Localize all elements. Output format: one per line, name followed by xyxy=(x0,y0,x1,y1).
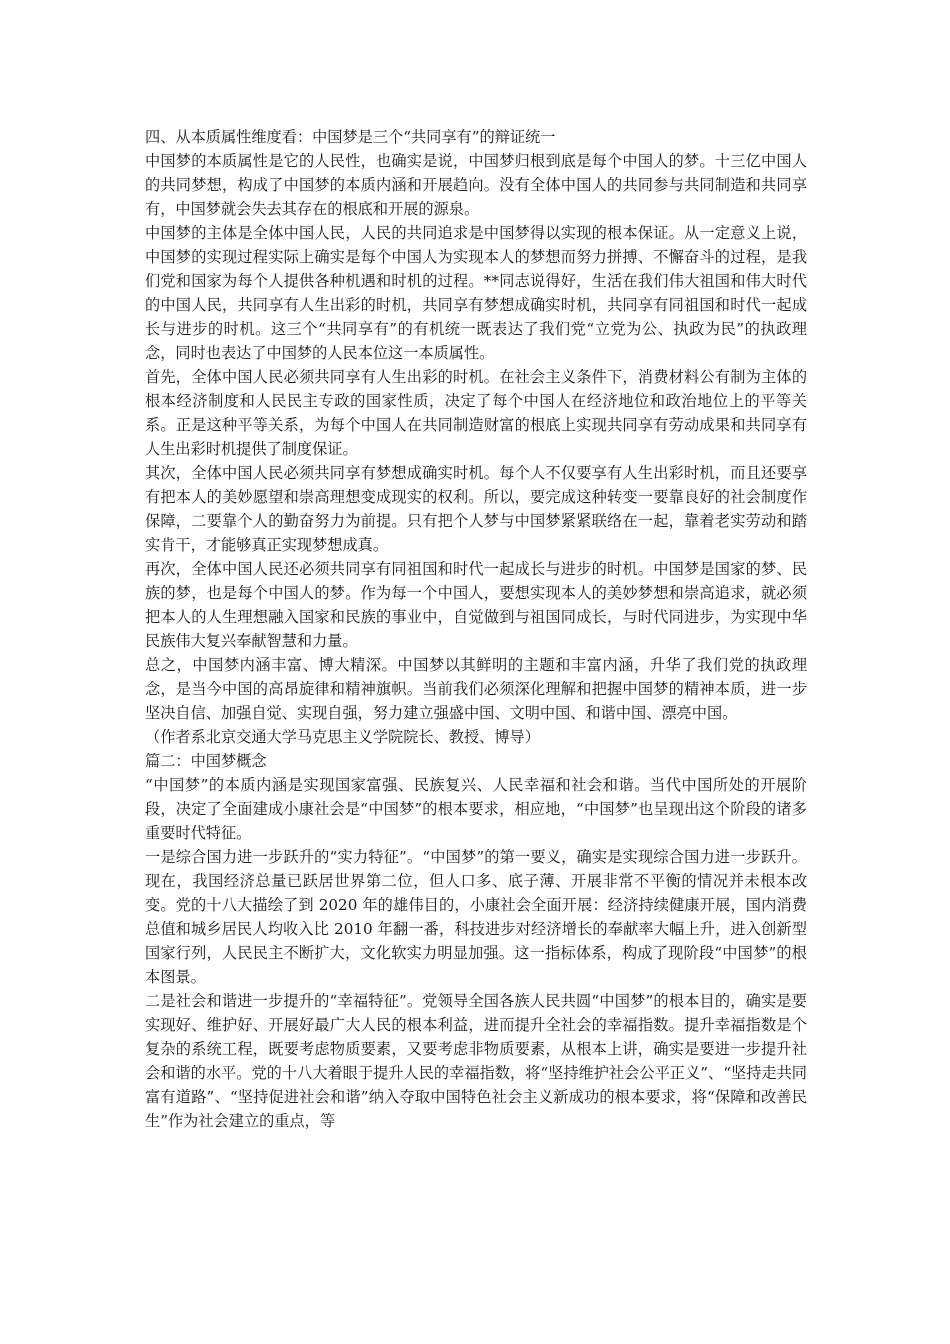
paragraph: 总之，中国梦内涵丰富、博大精深。中国梦以其鲜明的主题和丰富内涵，升华了我们党的执政理念，是当今中国的高昂旋律和精神旗帜。当前我们必须深化理解和把握中国梦的精神本质，进一步坚决自信、加强自觉、实现自强，努力建立强盛中国、文明中国、和谐中国、漂亮中国。 xyxy=(145,656,807,722)
document-body xyxy=(145,125,807,1133)
paragraph: 一是综合国力进一步跃升的“实力特征”。“中国梦”的第一要义，确实是实现综合国力进一步跃升。现在，我国经济总量已跃居世界第二位，但人口多、底子薄、开展非常不平衡的情况并未根本改变。党的十八大描绘了到 2020 年的雄伟目的，小康社会全面开展：经济持续健康开展，国内消费总值和城乡居民人均收入比 2010 年翻一番，科技进步对经济增长的奉献率大幅上升，进入创新型国家行列，人民民主不断扩大，文化软实力明显加强。这一指标体系，构成了现阶段“中国梦”的根本图景。 xyxy=(145,848,807,986)
paragraph: 其次，全体中国人民必须共同享有梦想成确实时机。每个人不仅要享有人生出彩时机，而且还要享有把本人的美妙愿望和崇高理想变成现实的权利。所以，要完成这种转变一要靠良好的社会制度作保障，二要靠个人的勤奋努力为前提。只有把个人梦与中国梦紧紧联络在一起，靠着老实劳动和踏实肯干，才能够真正实现梦想成真。 xyxy=(145,464,807,554)
section-heading: 篇二：中国梦概念 xyxy=(145,752,267,770)
paragraph: 中国梦的本质属性是它的人民性，也确实是说，中国梦归根到底是每个中国人的梦。十三亿中国人的共同梦想，构成了中国梦的本质内涵和开展趋向。没有全体中国人的共同参与共同制造和共同享有，中国梦就会失去其存在的根底和开展的源泉。 xyxy=(145,152,807,218)
author-note: （作者系北京交通大学马克思主义学院院长、教授、博导） xyxy=(145,728,540,746)
paragraph: “中国梦”的本质内涵是实现国家富强、民族复兴、人民幸福和社会和谐。当代中国所处的开展阶段，决定了全面建成小康社会是“中国梦”的根本要求，相应地，“中国梦”也呈现出这个阶段的诸多重要时代特征。 xyxy=(145,776,807,842)
paragraph: 再次，全体中国人民还必须共同享有同祖国和时代一起成长与进步的时机。中国梦是国家的梦、民族的梦，也是每个中国人的梦。作为每一个中国人，要想实现本人的美妙梦想和崇高追求，就必须把本人的人生理想融入国家和民族的事业中，自觉做到与祖国同成长，与时代同进步，为实现中华民族伟大复兴奉献智慧和力量。 xyxy=(145,560,807,650)
paragraph: 中国梦的主体是全体中国人民，人民的共同追求是中国梦得以实现的根本保证。从一定意义上说，中国梦的实现过程实际上确实是每个中国人为实现本人的梦想而努力拼搏、不懈奋斗的过程，是我们党和国家为每个人提供各种机遇和时机的过程。**同志说得好，生活在我们伟大祖国和伟大时代的中国人民，共同享有人生出彩的时机，共同享有梦想成确实时机，共同享有同祖国和时代一起成长与进步的时机。这三个“共同享有”的有机统一既表达了我们党“立党为公、执政为民”的执政理念，同时也表达了中国梦的人民本位这一本质属性。 xyxy=(145,224,807,362)
paragraph: 首先，全体中国人民必须共同享有人生出彩的时机。在社会主义条件下，消费材料公有制为主体的根本经济制度和人民民主专政的国家性质，决定了每个中国人在经济地位和政治地位上的平等关系。正是这种平等关系，为每个中国人在共同制造财富的根底上实现共同享有劳动成果和共同享有人生出彩时机提供了制度保证。 xyxy=(145,368,807,458)
section-heading: 四、从本质属性维度看：中国梦是三个“共同享有”的辩证统一 xyxy=(145,128,556,146)
paragraph: 二是社会和谐进一步提升的“幸福特征”。党领导全国各族人民共圆“中国梦”的根本目的，确实是要实现好、维护好、开展好最广大人民的根本利益，进而提升全社会的幸福指数。提升幸福指数是个复杂的系统工程，既要考虑物质要素，又要考虑非物质要素，从根本上讲，确实是要进一步提升社会和谐的水平。党的十八大着眼于提升人民的幸福指数，将“坚持维护社会公平正义”、“坚持走共同富有道路”、“坚持促进社会和谐”纳入夺取中国特色社会主义新成功的根本要求，将“保障和改善民生”作为社会建立的重点，等 xyxy=(145,992,807,1130)
